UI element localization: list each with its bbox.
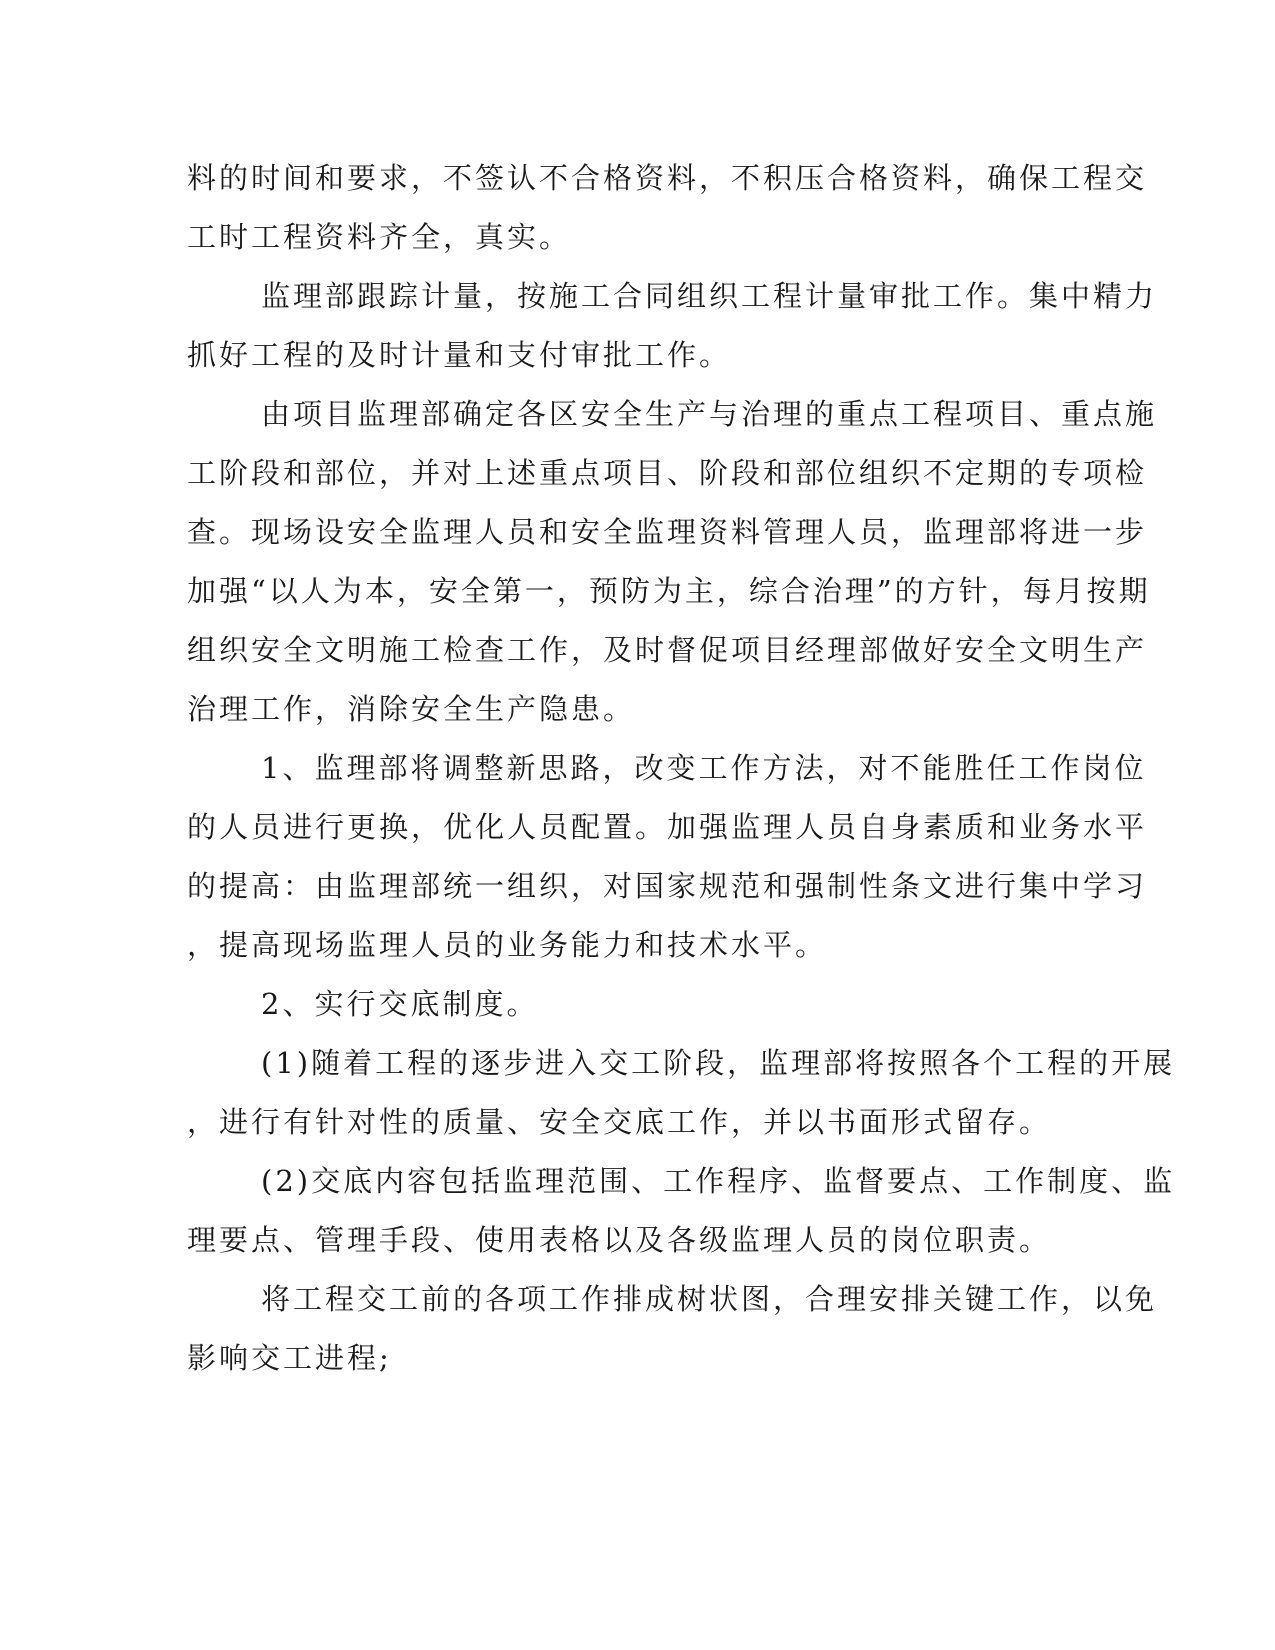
text-line: 工时工程资料齐全，真实。 (187, 220, 572, 254)
text-line: 料的时间和要求，不签认不合格资料，不积压合格资料，确保工程交 (187, 161, 1148, 195)
text-line: 治理工作，消除安全生产隐患。 (187, 692, 636, 726)
paragraph-start: 1、监理部将调整新思路，改变工作方法，对不能胜任工作岗位 (261, 751, 1147, 785)
paragraph-start: 2、实行交底制度。 (261, 987, 539, 1021)
text-line: 的提高：由监理部统一组织，对国家规范和强制性条文进行集中学习 (187, 869, 1148, 903)
text-line: 查。现场设安全监理人员和安全监理资料管理人员，监理部将进一步 (187, 515, 1148, 549)
text-line: ，提高现场监理人员的业务能力和技术水平。 (187, 928, 828, 962)
text-line: 工阶段和部位，并对上述重点项目、阶段和部位组织不定期的专项检 (187, 456, 1148, 490)
text-line: 理要点、管理手段、使用表格以及各级监理人员的岗位职责。 (187, 1223, 1052, 1257)
text-line: 组织安全文明施工检查工作，及时督促项目经理部做好安全文明生产 (187, 633, 1148, 667)
paragraph-start: 由项目监理部确定各区安全生产与治理的重点工程项目、重点施 (261, 397, 1158, 431)
text-line: 抓好工程的及时计量和支付审批工作。 (187, 338, 732, 372)
paragraph-start: 监理部跟踪计量，按施工合同组织工程计量审批工作。集中精力 (261, 279, 1158, 313)
text-line: 影响交工进程; (187, 1341, 392, 1375)
paragraph-start: (2)交底内容包括监理范围、工作程序、监督要点、工作制度、监 (261, 1164, 1176, 1198)
text-line: 的人员进行更换，优化人员配置。加强监理人员自身素质和业务水平 (187, 810, 1148, 844)
text-line: 加强“以人为本，安全第一，预防为主，综合治理”的方针，每月按期 (187, 574, 1151, 608)
paragraph-start: 将工程交工前的各项工作排成树状图，合理安排关键工作，以免 (261, 1282, 1158, 1316)
text-line: ，进行有针对性的质量、安全交底工作，并以书面形式留存。 (187, 1105, 1052, 1139)
paragraph-start: (1)随着工程的逐步进入交工阶段，监理部将按照各个工程的开展 (261, 1046, 1176, 1080)
